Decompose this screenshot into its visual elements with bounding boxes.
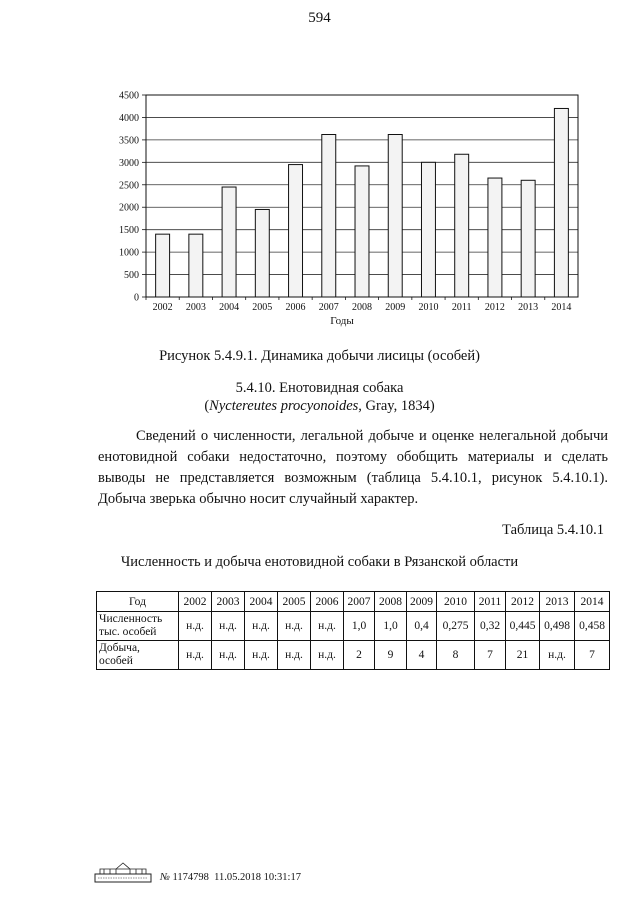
x-tick-label: 2009 [385, 302, 406, 313]
figure-caption: Рисунок 5.4.9.1. Динамика добычи лисицы (особей) [159, 348, 480, 364]
table-cell: н.д. [245, 612, 278, 641]
doc-number: 1174798 [172, 872, 209, 883]
x-axis-title: Годы [330, 315, 354, 327]
header-cell: 2006 [311, 592, 344, 612]
header-cell: 2013 [540, 592, 575, 612]
bar-2006 [289, 165, 303, 297]
document-footer [160, 872, 301, 883]
species-latin-name: Nyctereutes procyonoides [209, 398, 359, 414]
table-cell: н.д. [179, 612, 212, 641]
table-cell: н.д. [311, 612, 344, 641]
bar-2014 [554, 108, 568, 297]
bar-2004 [222, 187, 236, 297]
table-cell: 0,32 [475, 612, 506, 641]
x-tick-label: 2006 [285, 302, 306, 313]
header-cell: 2007 [344, 592, 375, 612]
y-tick-label: 4000 [119, 112, 139, 124]
bar-2013 [521, 180, 535, 297]
table-cell: 21 [506, 641, 540, 670]
bar-2005 [255, 209, 269, 297]
raccoon-dog-table [96, 591, 610, 670]
table-cell: 4 [407, 641, 437, 670]
y-tick-label: 1000 [119, 247, 139, 259]
table-cell: 7 [575, 641, 610, 670]
table-cell: 1,0 [375, 612, 407, 641]
table-row [97, 612, 610, 641]
table-cell: 0,4 [407, 612, 437, 641]
x-tick-label: 2004 [219, 302, 240, 313]
table-row [97, 641, 610, 670]
doc-datetime: 11.05.2018 10:31:17 [214, 872, 301, 883]
header-cell: 2010 [437, 592, 475, 612]
bar-2012 [488, 178, 502, 297]
table-cell: н.д. [245, 641, 278, 670]
table-cell: н.д. [179, 641, 212, 670]
x-tick-label: 2002 [152, 302, 173, 313]
section-heading: 5.4.10. Енотовидная собака [235, 380, 404, 396]
header-cell: 2002 [179, 592, 212, 612]
header-cell: 2005 [278, 592, 311, 612]
table-cell: 7 [475, 641, 506, 670]
table-cell: 0,458 [575, 612, 610, 641]
header-cell: 2003 [212, 592, 245, 612]
x-tick-label: 2007 [318, 302, 339, 313]
y-tick-label: 0 [134, 292, 139, 304]
table-cell: 0,498 [540, 612, 575, 641]
bar-2003 [189, 234, 203, 297]
bar-2010 [421, 162, 435, 297]
section-latin-name: (Nyctereutes procyonoides, Gray, 1834) [204, 398, 435, 414]
bar-2009 [388, 135, 402, 297]
bar-chart [88, 80, 588, 330]
y-tick-label: 1500 [119, 225, 139, 237]
row-label: Добыча, особей [97, 641, 179, 670]
number-sign: № [160, 872, 170, 883]
table-cell: 0,445 [506, 612, 540, 641]
bar-2008 [355, 166, 369, 297]
x-tick-label: 2011 [451, 302, 472, 313]
header-cell: 2014 [575, 592, 610, 612]
table-header-row [97, 592, 610, 612]
x-tick-label: 2008 [352, 302, 372, 313]
table-cell: 8 [437, 641, 475, 670]
y-tick-label: 3500 [119, 135, 139, 147]
bar-2002 [156, 234, 170, 297]
y-tick-label: 500 [124, 270, 139, 282]
header-cell: 2012 [506, 592, 540, 612]
row-label: Численность тыс. особей [97, 612, 179, 641]
table-cell: н.д. [212, 641, 245, 670]
table-cell: 9 [375, 641, 407, 670]
x-tick-label: 2013 [518, 302, 539, 313]
x-tick-label: 2010 [418, 302, 439, 313]
header-year: Год [97, 592, 179, 612]
header-cell: 2009 [407, 592, 437, 612]
header-cell: 2008 [375, 592, 407, 612]
page-number: 594 [308, 10, 331, 26]
table-cell: н.д. [540, 641, 575, 670]
header-cell: 2011 [475, 592, 506, 612]
table-cell: н.д. [212, 612, 245, 641]
x-tick-label: 2005 [252, 302, 273, 313]
y-tick-label: 3000 [119, 157, 139, 169]
government-stamp-icon [94, 862, 154, 884]
table-cell: 1,0 [344, 612, 375, 641]
table-cell: 0,275 [437, 612, 475, 641]
header-cell: 2004 [245, 592, 278, 612]
table-cell: н.д. [311, 641, 344, 670]
table-cell: н.д. [278, 641, 311, 670]
y-tick-label: 4500 [119, 90, 139, 102]
table-cell: н.д. [278, 612, 311, 641]
table-cell: 2 [344, 641, 375, 670]
y-tick-label: 2000 [119, 202, 139, 214]
table-title: Численность и добыча енотовидной собаки в Рязанской области [120, 554, 519, 570]
x-tick-label: 2014 [551, 302, 572, 313]
bar-2007 [322, 135, 336, 297]
bar-2011 [455, 154, 469, 297]
y-tick-label: 2500 [119, 180, 139, 192]
table-label: Таблица 5.4.10.1 [502, 522, 604, 538]
x-tick-label: 2003 [185, 302, 206, 313]
x-tick-label: 2012 [484, 302, 505, 313]
body-paragraph: Сведений о численности, легальной добыче и оценке нелегальной добычи енотовидной собаки недостаточно, поэтому обобщить материалы и сделать выводы не представляется возможным (таблица 5.4.10.1, рисунок 5.4.10.1). Добыча зверька обычно носит случайный характер. [98, 428, 608, 507]
